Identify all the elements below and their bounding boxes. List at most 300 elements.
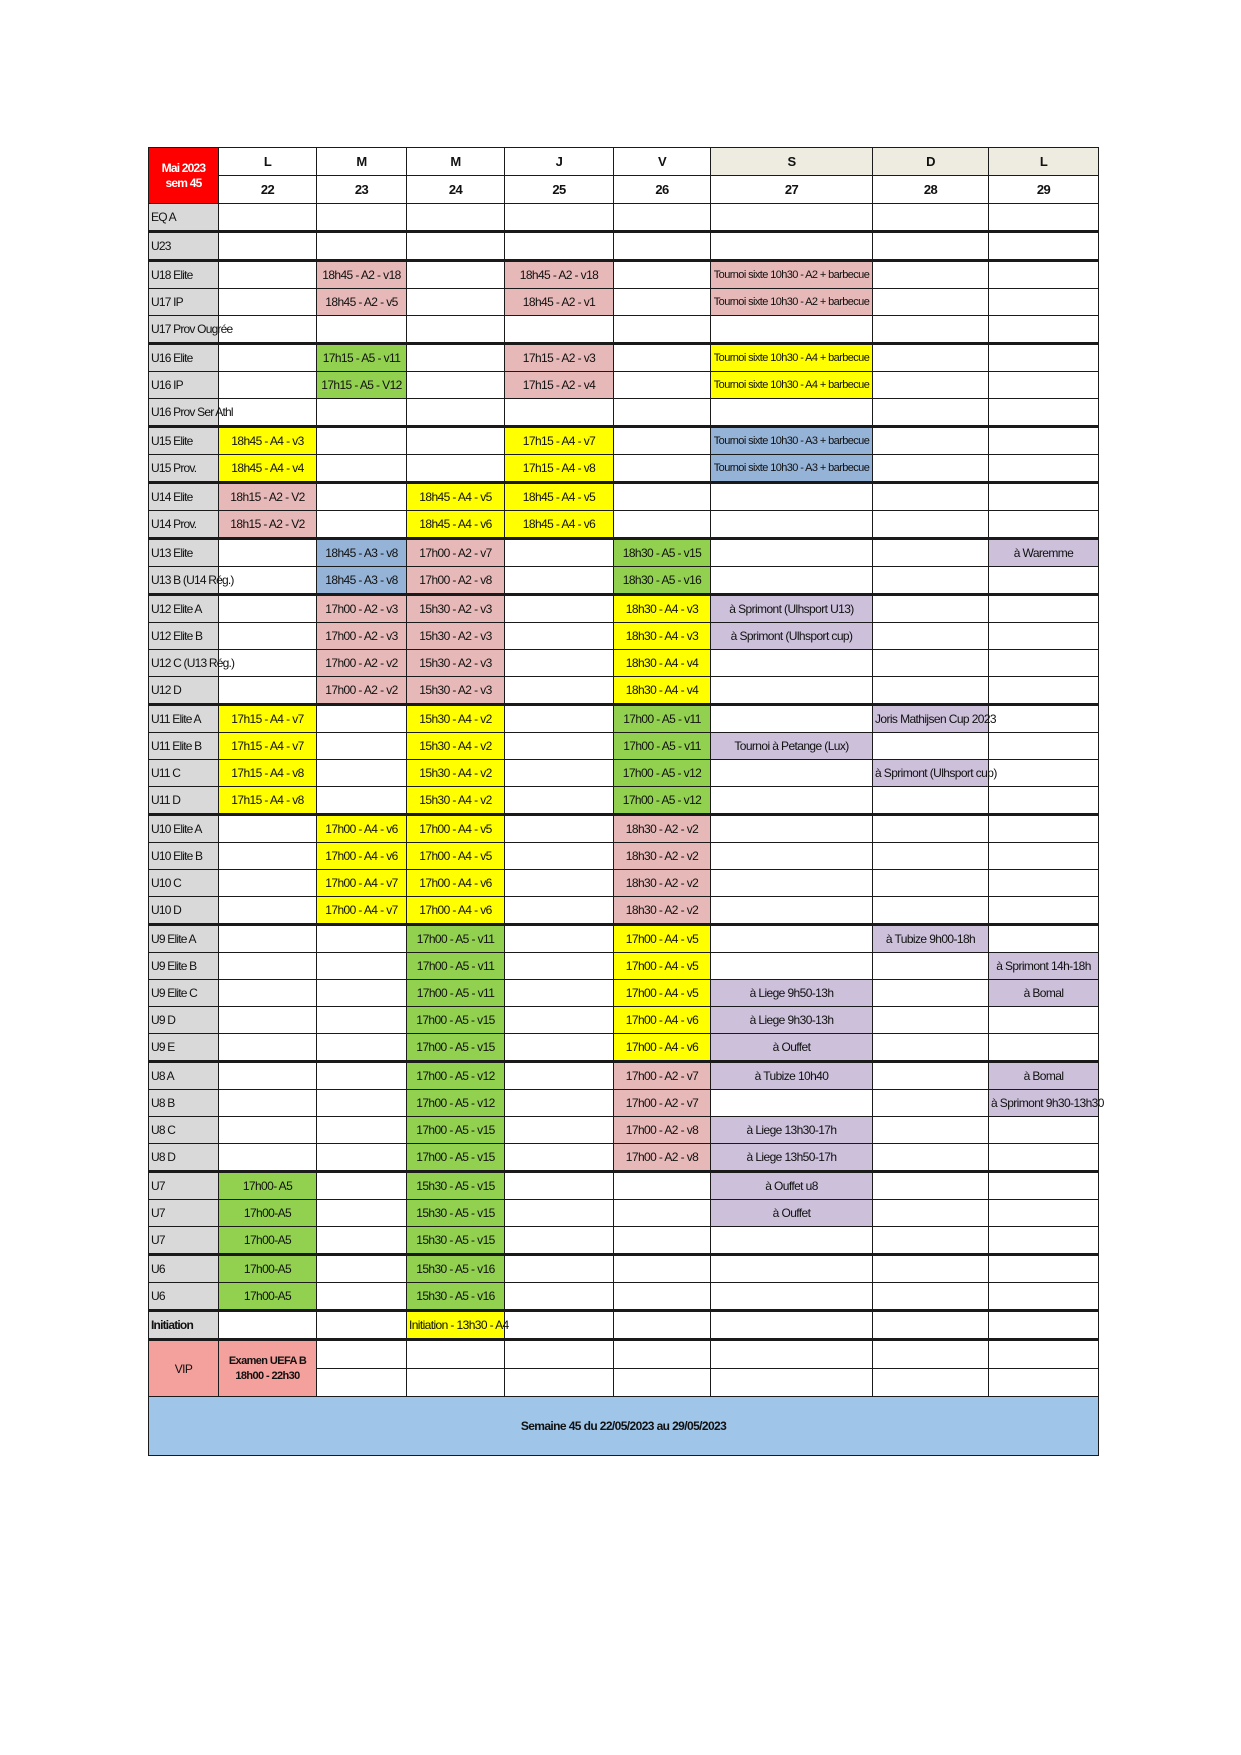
team-row xyxy=(149,1007,1099,1034)
empty-cell xyxy=(711,677,873,705)
empty-cell xyxy=(505,1283,614,1311)
event-cell: 17h00 - A2 - v7 xyxy=(614,1090,711,1117)
event-cell: 17h00 - A5 - v15 xyxy=(407,1117,505,1144)
empty-cell xyxy=(219,815,317,843)
empty-cell xyxy=(614,316,711,344)
team-label: U8 C xyxy=(149,1117,219,1144)
event-cell: 17h15 - A2 - v4 xyxy=(505,372,614,399)
event-cell: 17h00 - A4 - v6 xyxy=(614,1034,711,1062)
event-cell: 18h30 - A5 - v15 xyxy=(614,539,711,567)
empty-cell xyxy=(989,870,1099,897)
event-cell: 17h00 - A2 - v2 xyxy=(317,677,407,705)
empty-cell xyxy=(711,567,873,595)
empty-cell xyxy=(317,511,407,539)
empty-cell xyxy=(407,232,505,261)
day-date: 25 xyxy=(505,176,614,204)
team-label: U11 Elite A xyxy=(149,705,219,733)
empty-cell xyxy=(505,567,614,595)
empty-cell xyxy=(711,1227,873,1255)
empty-cell xyxy=(219,953,317,980)
empty-cell xyxy=(873,289,989,316)
empty-cell xyxy=(873,1227,989,1255)
event-cell: à Sprimont (Ulhsport cup) xyxy=(711,623,873,650)
empty-cell xyxy=(614,344,711,372)
empty-cell xyxy=(219,372,317,399)
empty-cell xyxy=(989,399,1099,427)
empty-cell xyxy=(614,1227,711,1255)
event-cell: Tournoi sixte 10h30 - A4 + barbecue xyxy=(711,344,873,372)
empty-cell xyxy=(989,232,1099,261)
event-cell: 17h00 - A5 - v12 xyxy=(407,1062,505,1090)
week-footer: Semaine 45 du 22/05/2023 au 29/05/2023 xyxy=(149,1397,1099,1456)
event-cell: 17h00 - A2 - v2 xyxy=(317,650,407,677)
empty-cell xyxy=(317,733,407,760)
empty-cell xyxy=(505,1090,614,1117)
empty-cell xyxy=(989,511,1099,539)
day-date: 28 xyxy=(873,176,989,204)
empty-cell xyxy=(219,344,317,372)
empty-cell xyxy=(989,1034,1099,1062)
team-label: U10 C xyxy=(149,870,219,897)
empty-cell xyxy=(711,925,873,953)
team-label: U12 D xyxy=(149,677,219,705)
team-row xyxy=(149,897,1099,925)
empty-cell xyxy=(317,427,407,455)
event-cell: 18h30 - A4 - v3 xyxy=(614,623,711,650)
team-label: U9 Elite C xyxy=(149,980,219,1007)
empty-cell xyxy=(873,1283,989,1311)
team-row xyxy=(149,677,1099,705)
team-label: U7 xyxy=(149,1227,219,1255)
team-row xyxy=(149,232,1099,261)
team-label: U13 Elite xyxy=(149,539,219,567)
empty-cell xyxy=(317,1283,407,1311)
empty-cell xyxy=(505,399,614,427)
empty-cell xyxy=(407,261,505,289)
event-cell: 18h45 - A4 - v6 xyxy=(505,511,614,539)
empty-cell xyxy=(219,677,317,705)
event-cell: 17h00 - A5 - v11 xyxy=(407,953,505,980)
team-label: U15 Elite xyxy=(149,427,219,455)
event-cell: 18h45 - A2 - v18 xyxy=(505,261,614,289)
event-cell: 15h30 - A4 - v2 xyxy=(407,705,505,733)
event-cell: 15h30 - A4 - v2 xyxy=(407,760,505,787)
empty-cell xyxy=(219,1034,317,1062)
team-row xyxy=(149,1200,1099,1227)
event-cell: 15h30 - A5 - v15 xyxy=(407,1200,505,1227)
event-cell: 18h30 - A2 - v2 xyxy=(614,870,711,897)
team-row xyxy=(149,623,1099,650)
empty-cell xyxy=(711,705,873,733)
team-row xyxy=(149,344,1099,372)
empty-cell xyxy=(711,539,873,567)
team-row xyxy=(149,372,1099,399)
team-label: U12 Elite B xyxy=(149,623,219,650)
empty-cell xyxy=(505,204,614,232)
empty-cell xyxy=(873,1200,989,1227)
empty-cell xyxy=(873,455,989,483)
empty-cell xyxy=(505,953,614,980)
empty-cell xyxy=(505,1369,614,1397)
team-label: U9 Elite B xyxy=(149,953,219,980)
team-label: U8 D xyxy=(149,1144,219,1172)
empty-cell xyxy=(219,1117,317,1144)
empty-cell xyxy=(505,1311,614,1340)
empty-cell xyxy=(989,1227,1099,1255)
day-date: 29 xyxy=(989,176,1099,204)
event-cell: 17h00 - A4 - v6 xyxy=(317,843,407,870)
event-cell: 18h30 - A4 - v4 xyxy=(614,650,711,677)
event-cell: Tournoi sixte 10h30 - A2 + barbecue xyxy=(711,289,873,316)
team-label: U14 Prov. xyxy=(149,511,219,539)
event-cell: 17h00 - A5 - v11 xyxy=(614,705,711,733)
empty-cell xyxy=(317,1311,407,1340)
empty-cell xyxy=(614,1255,711,1283)
empty-cell xyxy=(989,733,1099,760)
team-label: U16 Prov Ser Athl xyxy=(149,399,219,427)
team-label: U15 Prov. xyxy=(149,455,219,483)
empty-cell xyxy=(873,539,989,567)
empty-cell xyxy=(317,1034,407,1062)
team-row xyxy=(149,595,1099,623)
event-cell: 18h45 - A4 - v4 xyxy=(219,455,317,483)
event-cell: 17h00 - A5 - v15 xyxy=(407,1034,505,1062)
team-row xyxy=(149,261,1099,289)
event-cell: 17h00-A5 xyxy=(219,1227,317,1255)
day-date: 27 xyxy=(711,176,873,204)
empty-cell xyxy=(219,980,317,1007)
empty-cell xyxy=(989,1340,1099,1369)
event-cell: à Liege 13h50-17h xyxy=(711,1144,873,1172)
empty-cell xyxy=(873,316,989,344)
empty-cell xyxy=(317,760,407,787)
empty-cell xyxy=(711,399,873,427)
empty-cell xyxy=(317,925,407,953)
team-label: U11 Elite B xyxy=(149,733,219,760)
event-cell: 17h00 - A4 - v7 xyxy=(317,870,407,897)
event-cell: 18h45 - A4 - v3 xyxy=(219,427,317,455)
empty-cell xyxy=(407,204,505,232)
team-label: U6 xyxy=(149,1255,219,1283)
empty-cell xyxy=(873,677,989,705)
event-cell: Initiation - 13h30 - A4 xyxy=(407,1311,505,1340)
event-cell: 15h30 - A4 - v2 xyxy=(407,733,505,760)
empty-cell xyxy=(614,511,711,539)
empty-cell xyxy=(407,289,505,316)
event-cell: 15h30 - A5 - v15 xyxy=(407,1172,505,1200)
empty-cell xyxy=(407,399,505,427)
empty-cell xyxy=(989,567,1099,595)
day-date: 23 xyxy=(317,176,407,204)
event-cell: 17h00 - A5 - v11 xyxy=(407,980,505,1007)
team-row xyxy=(149,483,1099,511)
empty-cell xyxy=(873,1007,989,1034)
day-letter: V xyxy=(614,148,711,176)
event-cell: à Tubize 10h40 xyxy=(711,1062,873,1090)
empty-cell xyxy=(873,595,989,623)
empty-cell xyxy=(873,511,989,539)
empty-cell xyxy=(505,897,614,925)
team-label: U12 C (U13 Rég.) xyxy=(149,650,219,677)
event-cell: 17h00 - A4 - v6 xyxy=(317,815,407,843)
empty-cell xyxy=(873,261,989,289)
empty-cell xyxy=(505,1117,614,1144)
empty-cell xyxy=(614,399,711,427)
event-cell: 15h30 - A2 - v3 xyxy=(407,650,505,677)
team-row xyxy=(149,760,1099,787)
empty-cell xyxy=(873,980,989,1007)
empty-cell xyxy=(711,1369,873,1397)
team-label: U7 xyxy=(149,1172,219,1200)
empty-cell xyxy=(989,344,1099,372)
empty-cell xyxy=(614,455,711,483)
empty-cell xyxy=(873,650,989,677)
empty-cell xyxy=(505,705,614,733)
month-label: Mai 2023 xyxy=(161,160,206,175)
empty-cell xyxy=(989,1283,1099,1311)
event-cell: 17h00-A5 xyxy=(219,1200,317,1227)
team-row xyxy=(149,733,1099,760)
event-cell: 15h30 - A5 - v15 xyxy=(407,1227,505,1255)
empty-cell xyxy=(989,705,1099,733)
empty-cell xyxy=(317,1227,407,1255)
empty-cell xyxy=(873,1369,989,1397)
event-cell: 17h00 - A2 - v8 xyxy=(614,1144,711,1172)
empty-cell xyxy=(614,1311,711,1340)
empty-cell xyxy=(505,787,614,815)
team-row xyxy=(149,843,1099,870)
empty-cell xyxy=(317,455,407,483)
empty-cell xyxy=(989,427,1099,455)
empty-cell xyxy=(614,289,711,316)
empty-cell xyxy=(989,261,1099,289)
event-cell: à Sprimont (Ulhsport cup) xyxy=(873,760,989,787)
empty-cell xyxy=(219,316,317,344)
empty-cell xyxy=(505,1172,614,1200)
empty-cell xyxy=(614,1172,711,1200)
empty-cell xyxy=(989,1255,1099,1283)
empty-cell xyxy=(873,1117,989,1144)
empty-cell xyxy=(614,427,711,455)
event-cell: 17h00 - A2 - v3 xyxy=(317,595,407,623)
empty-cell xyxy=(989,760,1099,787)
event-cell: 17h00-A5 xyxy=(219,1283,317,1311)
empty-cell xyxy=(614,1369,711,1397)
empty-cell xyxy=(614,1340,711,1369)
empty-cell xyxy=(989,677,1099,705)
team-row xyxy=(149,1283,1099,1311)
empty-cell xyxy=(317,705,407,733)
team-row xyxy=(149,427,1099,455)
event-cell: à Sprimont 14h-18h xyxy=(989,953,1099,980)
day-letter: M xyxy=(407,148,505,176)
empty-cell xyxy=(505,623,614,650)
empty-cell xyxy=(505,232,614,261)
empty-cell xyxy=(989,650,1099,677)
team-row xyxy=(149,511,1099,539)
empty-cell xyxy=(219,1062,317,1090)
empty-cell xyxy=(505,539,614,567)
event-cell: 17h00 - A4 - v5 xyxy=(614,925,711,953)
empty-cell xyxy=(989,925,1099,953)
empty-cell xyxy=(711,870,873,897)
empty-cell xyxy=(407,1340,505,1369)
event-cell: à Liege 13h30-17h xyxy=(711,1117,873,1144)
team-row xyxy=(149,539,1099,567)
empty-cell xyxy=(873,204,989,232)
team-label: U10 D xyxy=(149,897,219,925)
empty-cell xyxy=(219,1090,317,1117)
empty-cell xyxy=(317,204,407,232)
event-cell: 17h00 - A4 - v5 xyxy=(614,953,711,980)
team-row xyxy=(149,980,1099,1007)
team-label: U12 Elite A xyxy=(149,595,219,623)
empty-cell xyxy=(219,1311,317,1340)
team-label: U8 A xyxy=(149,1062,219,1090)
event-cell: 15h30 - A2 - v3 xyxy=(407,623,505,650)
empty-cell xyxy=(317,1090,407,1117)
empty-cell xyxy=(317,232,407,261)
week-label: sem 45 xyxy=(165,175,202,190)
empty-cell xyxy=(505,595,614,623)
empty-cell xyxy=(317,980,407,1007)
empty-cell xyxy=(873,344,989,372)
event-cell: 18h30 - A2 - v2 xyxy=(614,815,711,843)
event-cell: 17h00 - A2 - v7 xyxy=(407,539,505,567)
empty-cell xyxy=(317,787,407,815)
event-cell: 18h30 - A2 - v2 xyxy=(614,897,711,925)
empty-cell xyxy=(614,372,711,399)
empty-cell xyxy=(873,733,989,760)
event-cell: 18h45 - A4 - v6 xyxy=(407,511,505,539)
empty-cell xyxy=(219,595,317,623)
event-cell: 17h15 - A5 - v11 xyxy=(317,344,407,372)
empty-cell xyxy=(317,953,407,980)
team-row xyxy=(149,787,1099,815)
event-cell: Tournoi à Petange (Lux) xyxy=(711,733,873,760)
empty-cell xyxy=(317,316,407,344)
team-label: U9 D xyxy=(149,1007,219,1034)
day-letter: L xyxy=(219,148,317,176)
empty-cell xyxy=(873,483,989,511)
event-cell: 17h00 - A5 - v11 xyxy=(407,925,505,953)
empty-cell xyxy=(711,1255,873,1283)
empty-cell xyxy=(873,623,989,650)
empty-cell xyxy=(711,650,873,677)
event-cell: à Liege 9h50-13h xyxy=(711,980,873,1007)
empty-cell xyxy=(505,870,614,897)
schedule-table xyxy=(148,147,1104,1456)
empty-cell xyxy=(711,787,873,815)
event-cell: Tournoi sixte 10h30 - A3 + barbecue xyxy=(711,455,873,483)
team-row xyxy=(149,1144,1099,1172)
day-letter: S xyxy=(711,148,873,176)
team-row xyxy=(149,1034,1099,1062)
event-cell: 18h45 - A3 - v8 xyxy=(317,567,407,595)
event-cell: 17h00 - A4 - v5 xyxy=(407,843,505,870)
event-cell: à Ouffet u8 xyxy=(711,1172,873,1200)
event-cell: 17h15 - A5 - V12 xyxy=(317,372,407,399)
empty-cell xyxy=(711,483,873,511)
event-cell: 15h30 - A5 - v16 xyxy=(407,1255,505,1283)
day-letter: D xyxy=(873,148,989,176)
event-cell: Tournoi sixte 10h30 - A4 + barbecue xyxy=(711,372,873,399)
event-cell: 18h30 - A2 - v2 xyxy=(614,843,711,870)
event-cell: 17h15 - A4 - v8 xyxy=(219,787,317,815)
event-cell: 17h00 - A4 - v7 xyxy=(317,897,407,925)
team-row xyxy=(149,1255,1099,1283)
event-cell: 17h00 - A5 - v15 xyxy=(407,1144,505,1172)
event-cell: 15h30 - A2 - v3 xyxy=(407,677,505,705)
day-letter: M xyxy=(317,148,407,176)
event-cell: 15h30 - A2 - v3 xyxy=(407,595,505,623)
empty-cell xyxy=(505,1144,614,1172)
event-cell: à Sprimont (Ulhsport U13) xyxy=(711,595,873,623)
empty-cell xyxy=(989,289,1099,316)
empty-cell xyxy=(989,897,1099,925)
team-label: U6 xyxy=(149,1283,219,1311)
empty-cell xyxy=(317,1200,407,1227)
team-row xyxy=(149,567,1099,595)
team-label: U9 Elite A xyxy=(149,925,219,953)
team-label: U10 Elite A xyxy=(149,815,219,843)
event-cell: 17h15 - A4 - v8 xyxy=(505,455,614,483)
empty-cell xyxy=(873,1255,989,1283)
event-cell: 17h00 - A4 - v5 xyxy=(614,980,711,1007)
empty-cell xyxy=(989,1311,1099,1340)
team-label: U17 Prov Ougrée xyxy=(149,316,219,344)
empty-cell xyxy=(711,232,873,261)
empty-cell xyxy=(614,204,711,232)
empty-cell xyxy=(989,1172,1099,1200)
empty-cell xyxy=(873,427,989,455)
team-label: U17 IP xyxy=(149,289,219,316)
event-cell: 17h00 - A4 - v5 xyxy=(407,815,505,843)
event-cell: 17h15 - A2 - v3 xyxy=(505,344,614,372)
event-cell: 17h15 - A4 - v8 xyxy=(219,760,317,787)
event-cell: 17h00 - A5 - v12 xyxy=(407,1090,505,1117)
empty-cell xyxy=(989,316,1099,344)
event-cell: 17h00- A5 xyxy=(219,1172,317,1200)
empty-cell xyxy=(219,897,317,925)
empty-cell xyxy=(614,483,711,511)
team-label: U16 IP xyxy=(149,372,219,399)
uefa-exam-cell xyxy=(219,1340,317,1397)
empty-cell xyxy=(317,1255,407,1283)
empty-cell xyxy=(317,1340,407,1369)
empty-cell xyxy=(317,1117,407,1144)
empty-cell xyxy=(873,1340,989,1369)
event-cell: 17h00 - A4 - v6 xyxy=(614,1007,711,1034)
event-cell: 18h45 - A2 - v18 xyxy=(317,261,407,289)
event-cell: 17h00 - A5 - v15 xyxy=(407,1007,505,1034)
empty-cell xyxy=(505,733,614,760)
event-cell: 17h00 - A2 - v3 xyxy=(317,623,407,650)
empty-cell xyxy=(505,1227,614,1255)
empty-cell xyxy=(989,623,1099,650)
empty-cell xyxy=(505,316,614,344)
empty-cell xyxy=(989,483,1099,511)
empty-cell xyxy=(614,232,711,261)
empty-cell xyxy=(505,1034,614,1062)
team-row xyxy=(149,204,1099,232)
empty-cell xyxy=(711,316,873,344)
event-cell: à Ouffet xyxy=(711,1200,873,1227)
team-row xyxy=(149,316,1099,344)
empty-cell xyxy=(317,399,407,427)
empty-cell xyxy=(317,1369,407,1397)
empty-cell xyxy=(407,455,505,483)
